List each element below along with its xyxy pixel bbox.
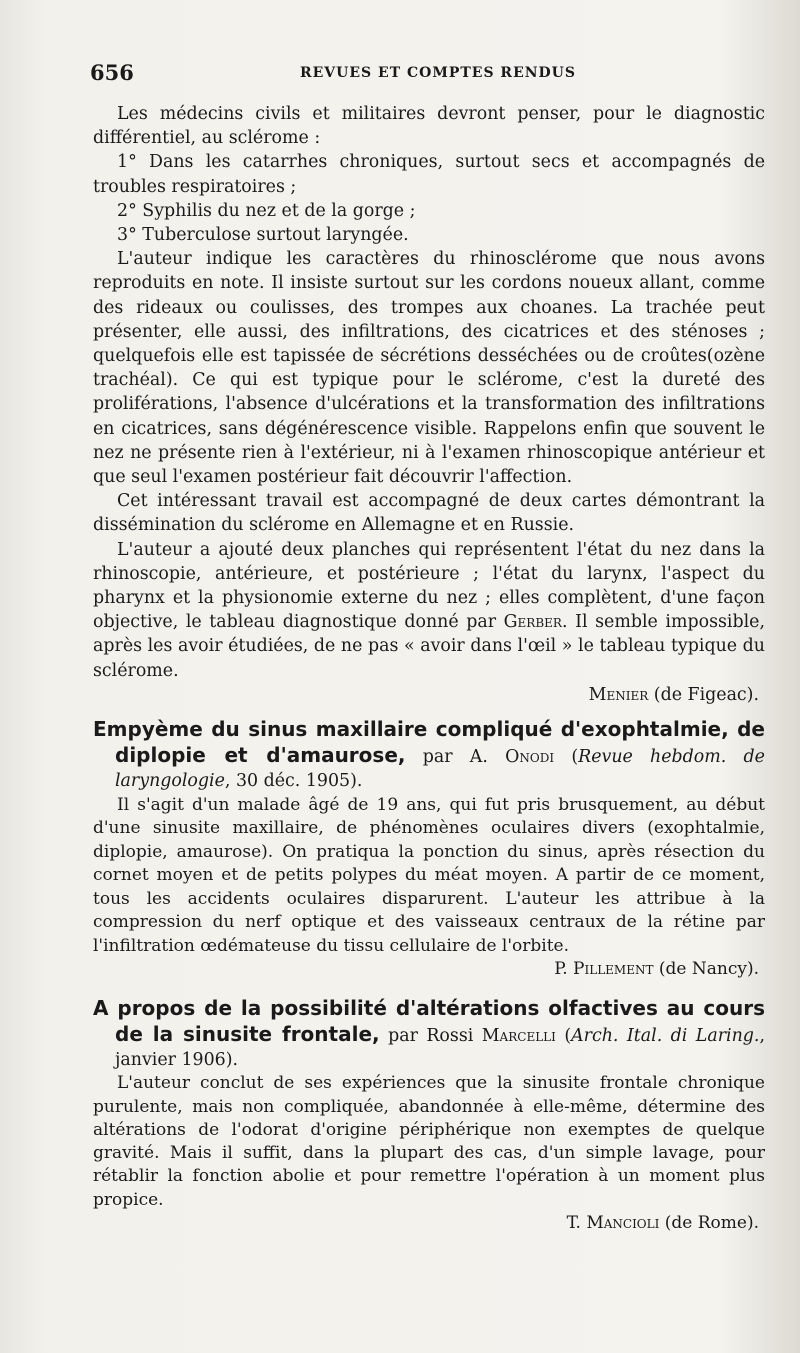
reviewer-place: (de Rome).	[659, 1213, 759, 1234]
text: par A.	[405, 747, 506, 768]
text: P.	[554, 959, 574, 980]
text-column	[93, 102, 765, 1235]
running-title: REVUES ET COMPTES RENDUS	[300, 65, 576, 81]
text: (	[554, 747, 579, 768]
article-title: A propos de la possibilité d'altérations olfactives au cours de la sinusite frontale,	[93, 995, 765, 1046]
list-item: 1° Dans les catarrhes chroniques, surtout secs et accompagnés de troubles respiratoires ;	[93, 152, 765, 197]
signature	[93, 958, 765, 982]
signature	[93, 1212, 765, 1235]
running-header	[90, 60, 760, 90]
text: (	[555, 1025, 572, 1046]
text: , janvier 1906).	[115, 1025, 765, 1071]
reviewer-place: (de Figeac).	[648, 684, 759, 705]
reviewer-name: Menier	[588, 684, 649, 705]
reviewer-place: (de Nancy).	[653, 959, 759, 980]
reviewer-name: Mancioli	[586, 1213, 660, 1234]
journal-name: Arch. Ital. di Laring.	[571, 1025, 760, 1046]
article-heading	[93, 717, 765, 794]
list-item: 2° Syphilis du nez et de la gorge ;	[117, 200, 416, 221]
list-item: 3° Tuberculose surtout laryngée.	[117, 225, 409, 246]
article-review	[93, 996, 765, 1236]
paragraph: Il s'agit d'un malade âgé de 19 ans, qui fut pris brusquement, au début d'une sinusite maxillaire, de phénomènes oculaires divers (exophtalmie, diplopie, amaurose). On pratiqua la ponction du sinus, après résection du cornet moyen et de petits polypes du méat moyen. A partir de ce moment, tous les accidents oculaires disparurent. L'auteur les attribue à la compression du nerf optique et des vaisseaux centraux de la rétine par l'infiltration œdémateuse du tissu cellulaire de l'orbite.	[93, 794, 765, 956]
paragraph	[93, 538, 765, 683]
text: T.	[566, 1213, 587, 1234]
page-number: 656	[90, 60, 134, 85]
text: . Il semble impossible, après les avoir étudiées, de ne pas « avoir dans l'œil » le tableau typique du sclérome.	[93, 612, 765, 681]
reviewer-name: Pillement	[573, 959, 654, 980]
text: par Rossi	[379, 1025, 482, 1046]
paragraph: Les médecins civils et militaires devront penser, pour le diagnostic différentiel, au sclérome :	[93, 104, 765, 149]
article-author: Onodi	[505, 747, 555, 768]
article-review	[93, 717, 765, 982]
article-title: Empyème du sinus maxillaire compliqué d'exophtalmie, de diplopie et d'amaurose,	[93, 717, 765, 768]
signature	[93, 683, 765, 707]
text: L'auteur a ajouté deux planches qui représentent l'état du nez dans la rhinoscopie, antérieure, et postérieure ; l'état du larynx, l'aspect du pharynx et la physionomie externe du nez ; elles complètent, d'une façon objective, le tableau diagnostique donné par	[93, 539, 765, 633]
paragraph: Cet intéressant travail est accompagné de deux cartes démontrant la dissémination du sclérome en Allemagne et en Russie.	[93, 491, 765, 536]
journal-name: Revue hebdom. de laryngologie	[115, 747, 765, 792]
article-heading	[93, 996, 765, 1073]
paragraph: L'auteur indique les caractères du rhinosclérome que nous avons reproduits en note. Il insiste surtout sur les cordons noueux allant, comme des rideaux ou coulisses, des trompes aux choanes. La trachée peut présenter, elle aussi, des infiltrations, des cicatrices et des sténoses ; quelquefois elle est tapissée de sécrétions desséchées ou de croûtes(ozène trachéal). Ce qui est typique pour le sclérome, c'est la dureté des proliférations, l'absence d'ulcérations et la transformation des infiltrations en cicatrices, sans dégénérescence visible. Rappelons enfin que souvent le nez ne présente rien à l'extérieur, ni à l'examen rhinoscopique antérieur et que seul l'examen postérieur fait découvrir l'affection.	[93, 249, 765, 488]
author-name: Gerber	[503, 612, 562, 633]
article-author: Marcelli	[481, 1025, 556, 1046]
paragraph: L'auteur conclut de ses expériences que la sinusite frontale chronique purulente, mais non compliquée, abandonnée à elle-même, détermine des altérations de l'odorat d'origine périphérique non exemptes de quelque gravité. Mais il suffit, dans la plupart des cas, d'un simple lavage, pour rétablir la fonction abolie et pour remettre l'opération à un moment plus propice.	[93, 1073, 765, 1210]
text: , 30 déc. 1905).	[224, 771, 363, 792]
